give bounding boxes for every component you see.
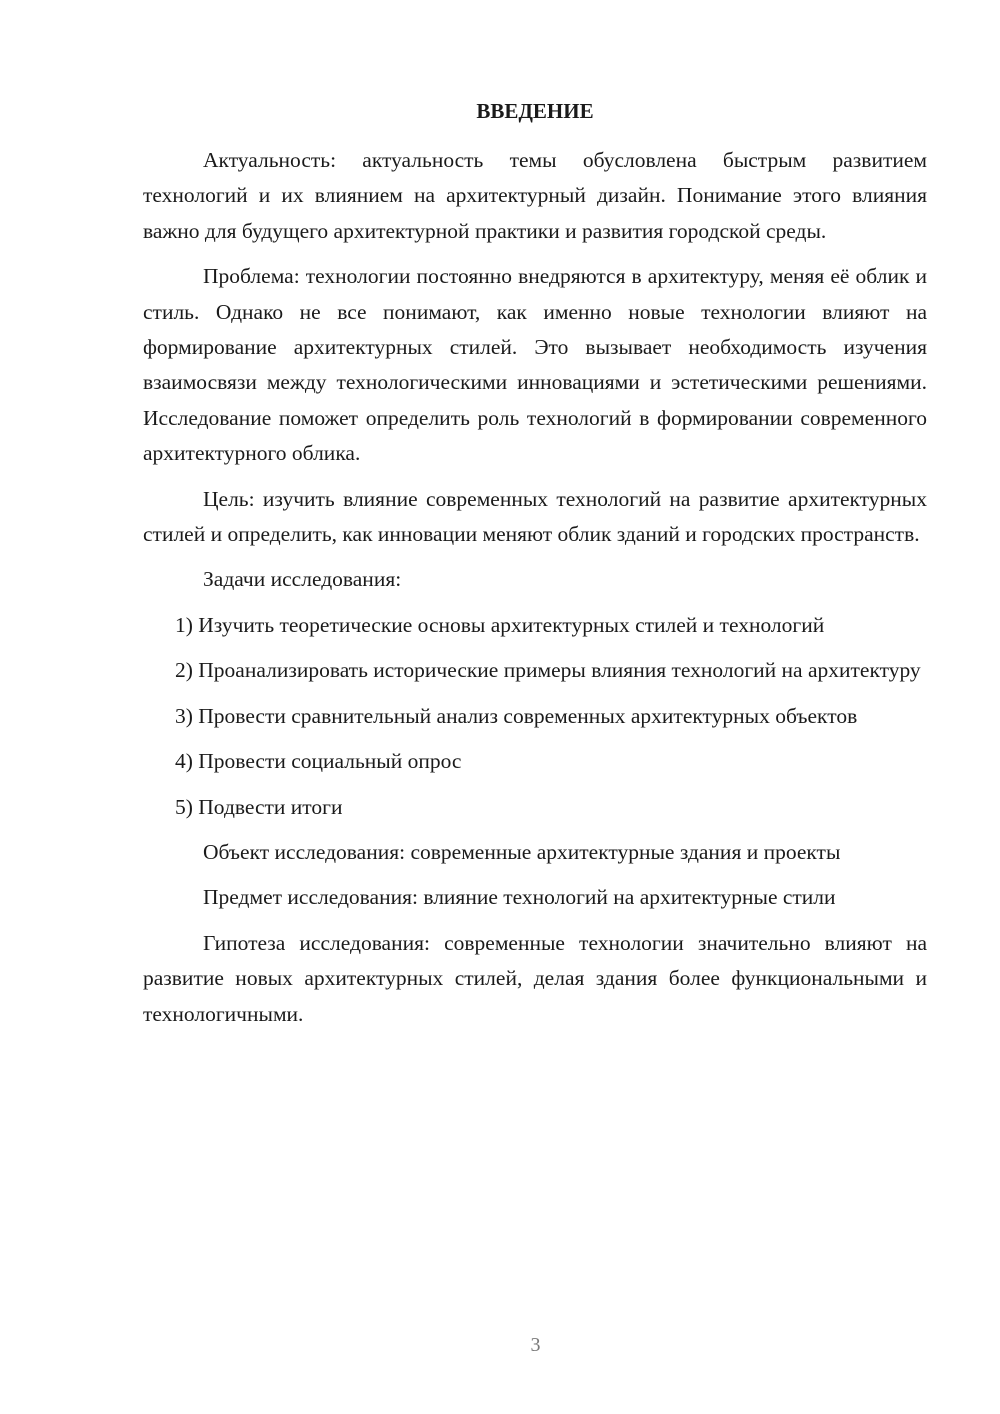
page-title: ВВЕДЕНИЕ (476, 99, 594, 123)
tasks-heading: Задачи исследования: (203, 567, 402, 592)
page-number: 3 (530, 1334, 541, 1356)
object-paragraph: Объект исследования: современные архитектурные здания и проекты (203, 839, 841, 864)
task-item-1: 1) Изучить теоретические основы архитектурных стилей и технологий (175, 612, 825, 637)
goal-paragraph: Цель: изучить влияние современных технологий на развитие архитектурных стилей и определить, как инновации меняют облик зданий и городских пространств. (143, 486, 927, 547)
task-item-2: 2) Проанализировать исторические примеры влияния технологий на архитектуру (175, 658, 921, 683)
problem-paragraph: Проблема: технологии постоянно внедряются в архитектуру, меняя её облик и стиль. Однако не все понимают, как именно новые технологии влияют на формирование архитектурных стилей. Это вызывает необходимость изучения взаимосвязи между технологическими инновациями и эстетическими решениями. Исследование поможет определить роль технологий в формировании современного архитектурного облика. (143, 264, 927, 466)
relevance-paragraph: Актуальность: актуальность темы обусловлена быстрым развитием технологий и их влиянием на архитектурный дизайн. Понимание этого влияния важно для будущего архитектурной практики и развития городской среды. (143, 148, 927, 243)
task-item-5: 5) Подвести итоги (175, 794, 343, 819)
page-content (143, 96, 927, 1032)
task-item-4: 4) Провести социальный опрос (175, 749, 462, 774)
subject-paragraph: Предмет исследования: влияние технологий на архитектурные стили (203, 885, 836, 910)
hypothesis-paragraph: Гипотеза исследования: современные технологии значительно влияют на развитие новых архитектурных стилей, делая здания более функциональными и технологичными. (143, 930, 927, 1026)
task-item-3: 3) Провести сравнительный анализ современных архитектурных объектов (175, 703, 858, 728)
